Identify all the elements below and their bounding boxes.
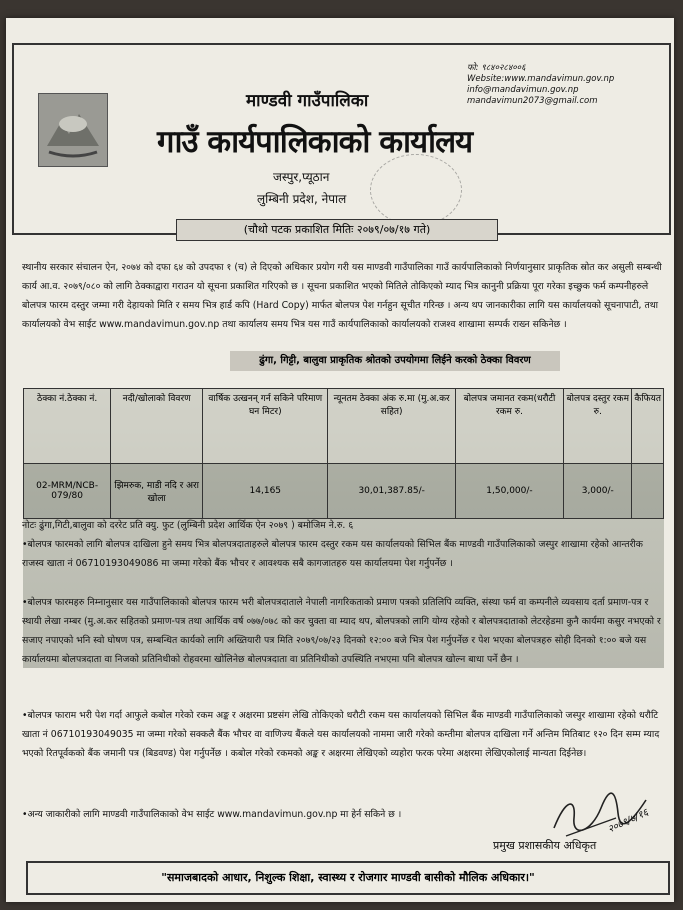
col-bid-security: बोलपत्र जमानत रकम(धरौटी रकम रु. (455, 389, 563, 464)
col-river: नदी/खोलाको विवरण (111, 389, 203, 464)
col-bid-fee: बोलपत्र दस्तुर रकम रु. (564, 389, 632, 464)
intro-paragraph: स्थानीय सरकार संचालन ऐन, २०७४ को दफा ६४ को उपदफा १ (च) ले दिएको अधिकार प्रयोग गरी यस माण्डवी गाउँपालिका गाउँ कार्यपालिकाको निर्णयानुसार प्राकृतिक स्रोत कर असुली सम्बन्धी कार्य आ.व. २०७९/०८० को लागि ठेक्काद्वारा गराउन यो सूचना प्रकाशित गरिएको छ । सूचना प्रकाशित भएको मितिले तोकिएको म्याद भित्र कानुनी प्रक्रिया पूरा गरेका इच्छुक फर्म कम्पनीहरुले बोलपत्र फारम दस्तुर जम्मा गरी देहायको मिति र समय भित्र हार्ड कपि (Hard Copy) मार्फत बोलपत्र पेश गर्नहुन सूचीत गरिन्छ । अन्य थप जानकारीका लागि यस कार्यालयको सूचनापाटी, तथा कार्यालयको वेभ साईट www.mandavimun.gov.np तथा कार्यालय समय भित्र यस गाउँ कार्यपालिकाको कार्यालयको राजश्व शाखामा सम्पर्क राख्न सकिनेछ । (22, 262, 662, 330)
cell-contract-no: 02-MRM/NCB-079/80 (24, 464, 111, 519)
office-title: गाउँ कार्यपालिकाको कार्यालय (157, 124, 473, 160)
motto-box: "समाजबादको आधार, निशुल्क शिक्षा, स्वास्थ्य र रोजगार माण्डवी बासीको मौलिक अधिकार।" (26, 861, 670, 895)
phone-number: फो: ९८४०२८४००६ (467, 63, 526, 73)
website-line: Website:www.mandavimun.gov.np (467, 74, 615, 84)
municipality-name: माण्डवी गाउँपालिका (246, 91, 369, 111)
signatory-designation: प्रमुख प्रशासकीय अधिकृत (493, 839, 597, 852)
publish-date-banner: (चौथो पटक प्रकाशित मितिः २०७९/०७/१७ गते) (176, 219, 498, 241)
notice-document (6, 18, 674, 902)
email-primary: info@mandavimun.gov.np (467, 85, 579, 95)
contract-table (23, 388, 664, 519)
nepal-emblem-icon (38, 93, 108, 167)
bullet-form-fee: •बोलपत्र फारमको लागि बोलपत्र दाखिला हुने समय भित्र बोलपत्रदाताहरुले बोलपत्र फारम दस्तुर रकम यस कार्यालयको सिभिल बैंक माण्डवी गाउँपालिकाको जस्पुर शाखामा रहेको आन्तरीक राजस्व खाता नं 06710193049086 मा जम्मा गरेको बैंक भौचर र आवश्यक सबै कागजातहरु यस कार्यालयमा पेश गर्नुपर्नेछ । (22, 539, 643, 569)
col-contract-no: ठेक्का नं.ठेक्का नं. (24, 389, 111, 464)
bullet-bid-security: •बोलपत्र फाराम भरी पेश गर्दा आफुले कबोल गरेको रकम अङ्क र अक्षरमा प्रष्टसंग लेखि तोकिएको धरौटी रकम यस कार्यालयको सिभिल बैंक माण्डवी गाउँपालिकाको जस्पुर शाखामा रहेको धरौटि खाता नं 06710193049035 मा जम्मा गरेको सक्कलै बैंक भौचर वा वाणिज्य बैंकले यस कार्यालयको नाममा जारी गरेको कम्तीमा बोलपत्र दाखिला गर्ने अन्तिम मितिबाट १२० दिन सम्म म्याद भएको रितपूर्वकको बैंक जमानी पत्र (बिडवण्ड) पेश गर्नुपर्नेछ । कबोल गरेको रकमको अङ्क र अक्षरमा लेखिएको व्यहोरा फरक परेमा अक्षरमा लेखिएकोलाई मान्यता दिईनेछ। (22, 710, 660, 759)
signature-date: २०७९/७/१६ (606, 807, 651, 836)
rate-note: नोटः ढुंगा,गिटी,बालुवा को दररेट प्रति क्यु. फुट (लुम्बिनी प्रदेश आर्थिक ऐन २०७९ ) बमोजिम ने.रु. ६ (22, 520, 354, 531)
bullet-website: •अन्य जाकारीको लागि माण्डवी गाउँपालिकाको वेभ साईट www.mandavimun.gov.np मा हेर्न सकिने छ । (22, 809, 402, 820)
table-title: ढुंगा, गिट्टी, बालुवा प्राकृतिक श्रोतको उपयोगमा लिईने करको ठेक्का विवरण (230, 351, 560, 371)
cell-remarks (632, 464, 664, 519)
col-min-amount: न्यूनतम ठेक्का अंक रु.मा (मु.अ.कर सहित) (328, 389, 455, 464)
note-and-bullet-1 (22, 516, 662, 573)
office-location: जस्पुर,प्यूठान (273, 170, 330, 184)
cell-bid-security: 1,50,000/- (455, 464, 563, 519)
province-name: लुम्बिनी प्रदेश, नेपाल (257, 192, 347, 206)
cell-river: झिमरुक, माडी नदि र अरा खोला (111, 464, 203, 519)
cell-annual-quantity: 14,165 (203, 464, 328, 519)
col-annual-quantity: वार्षिक उत्खनन् गर्न सकिने परिमाण घन मिटर) (203, 389, 328, 464)
contact-block (467, 63, 614, 107)
cell-bid-fee: 3,000/- (564, 464, 632, 519)
cell-min-amount: 30,01,387.85/- (328, 464, 455, 519)
col-remarks: कैफियत (632, 389, 664, 464)
table-header-row (24, 389, 664, 464)
email-secondary: mandavimun2073@gmail.com (467, 96, 598, 106)
bullet-documents: •बोलपत्र फारमहरु निम्नानुसार यस गाउँपालिकाको बोलपत्र फारम भरी बोलपत्रदाताले नेपाली नागरिकताको प्रमाण पत्रको प्रतिलिपि व्यक्ति, संस्था फर्म वा कम्पनीले व्यवसाय दर्ता प्रमाण-पत्र र स्थायी लेखा नम्बर (मु.अ.कर सहितको प्रमाण-पत्र तथा आर्थिक वर्ष ०७७/०७८ को कर चुक्ता वा म्याद थप, बोलपत्रको लागि योग्य रहेको र बोलपत्रदाताको लेटरहेडमा कुनै कार्यमा कसुर नभएको र सजाए नपाएको भनि स्वो घोषण पत्र, सम्बन्धित कार्यको लागि अख्तियारी पत्र मिति २०७९/०७/२३ दिनको १२:०० बजे भित्र पेश गर्नुपर्नेछ र पेश भएका बोलपत्रहरु सोही दिनको १:०० बजे यस कार्यालयमा बोलपत्रदाता वा निजको प्रतिनिधीको रोहवरमा खोलिनेछ बोलपत्रदाता वा प्रतिनिधीको उपस्थिति नभएमा पनि बोलपत्र खोल्न बाधा पर्ने छैन । (22, 597, 661, 665)
office-stamp (370, 154, 462, 226)
table-row (24, 464, 664, 519)
